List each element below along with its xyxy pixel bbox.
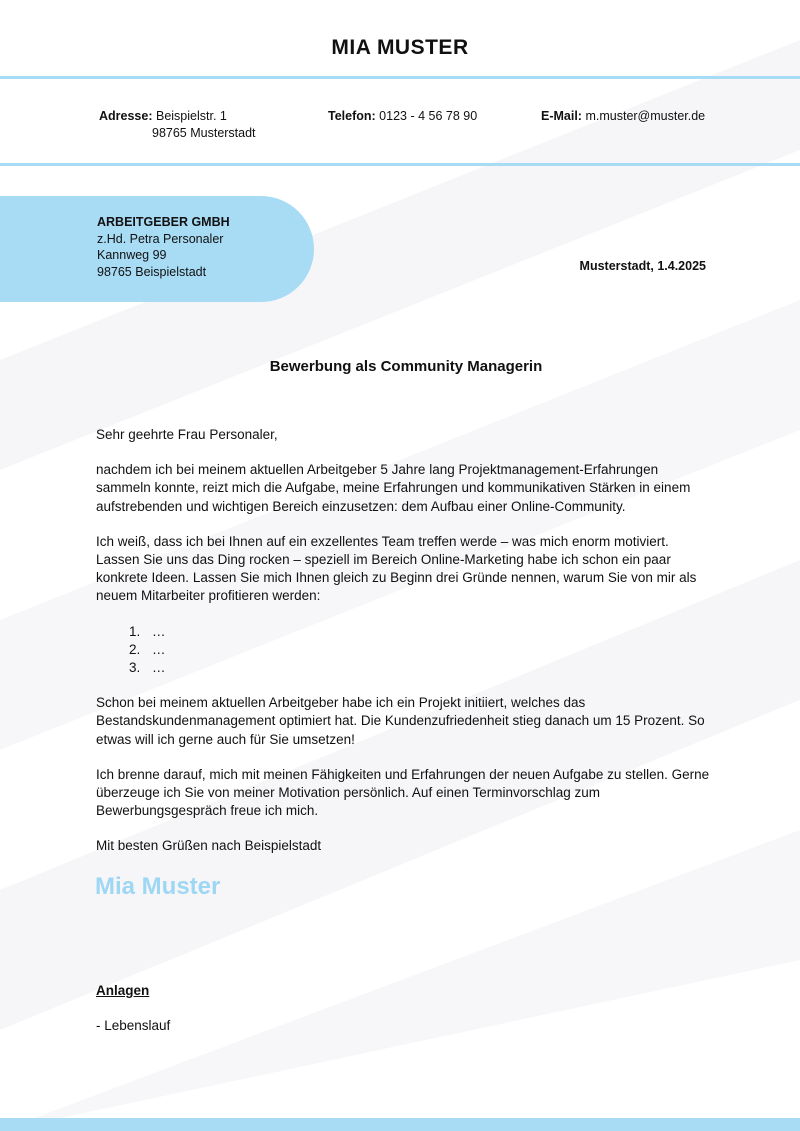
closing: Mit besten Grüßen nach Beispielstadt [96, 838, 322, 854]
phone-value: 0123 - 4 56 78 90 [379, 109, 478, 123]
list-item: 2. … [144, 641, 716, 659]
salutation: Sehr geehrte Frau Personaler, [96, 427, 278, 442]
header-divider-top [0, 76, 800, 79]
paragraph-2: Ich weiß, dass ich bei Ihnen auf ein exzellentes Team treffen werde – was mich enorm motiviert. Lassen Sie uns das Ding rocken – speziell im Bereich Online-Marketing habe ich schon ein paar konkrete Ideen. Lassen Sie mich Ihnen gleich zu Beginn drei Gründe nennen, warum Sie von mir als neuem Mitarbeiter profitieren werden: [96, 533, 697, 604]
address-line-2: 98765 Musterstadt [152, 126, 256, 140]
phone-label: Telefon: [328, 109, 376, 123]
reasons-list [96, 623, 716, 678]
attachment-item: - Lebenslauf [96, 1018, 171, 1033]
contact-phone [328, 108, 477, 125]
paragraph-3: Schon bei meinem aktuellen Arbeitgeber habe ich ein Projekt initiiert, welches das Bestandskundenmanagement optimiert hat. Die Kundenzufriedenheit stieg danach um 15 Prozent. So etwas will ich gerne auch für Sie umsetzen! [96, 695, 705, 747]
recipient-attention: z.Hd. Petra Personaler [97, 231, 224, 246]
recipient-street: Kannweg 99 [97, 248, 167, 262]
contact-address [99, 108, 256, 142]
list-item: 1. … [144, 623, 716, 641]
letter-body [96, 426, 716, 873]
recipient-company: ARBEITGEBER GMBH [97, 215, 230, 229]
email-value: m.muster@muster.de [585, 109, 706, 123]
signature: Mia Muster [95, 873, 221, 900]
letter-date: Musterstadt, 1.4.2025 [579, 259, 706, 273]
recipient-city: 98765 Beispielstadt [97, 264, 207, 279]
paragraph-4: Ich brenne darauf, mich mit meinen Fähigkeiten und Erfahrungen der neuen Aufgabe zu stellen. Gerne überzeuge ich Sie von meiner Motivation persönlich. Auf einen Terminvorschlag zum Bewerbungsgespräch freue ich mich. [96, 766, 710, 819]
recipient-address [97, 214, 230, 280]
address-label: Adresse: [99, 109, 153, 123]
letter-subject: Bewerbung als Community Managerin [269, 358, 543, 375]
list-item: 3. … [144, 659, 716, 677]
footer-bar [0, 1118, 800, 1131]
address-line-1: Beispielstr. 1 [155, 109, 227, 123]
attachments-heading: Anlagen [96, 983, 150, 998]
header-divider-bottom [0, 163, 800, 166]
applicant-name-heading: MIA MUSTER [331, 36, 469, 59]
contact-email [541, 108, 705, 125]
paragraph-1: nachdem ich bei meinem aktuellen Arbeitgeber 5 Jahre lang Projektmanagement-Erfahrungen sammeln konnte, reizt mich die Aufgabe, meine Erfahrungen und kommunikativen Stärken in einem aufstrebenden und wichtigen Bereich einzusetzen: dem Aufbau einer Online-Community. [96, 462, 691, 514]
email-label: E-Mail: [541, 109, 582, 123]
